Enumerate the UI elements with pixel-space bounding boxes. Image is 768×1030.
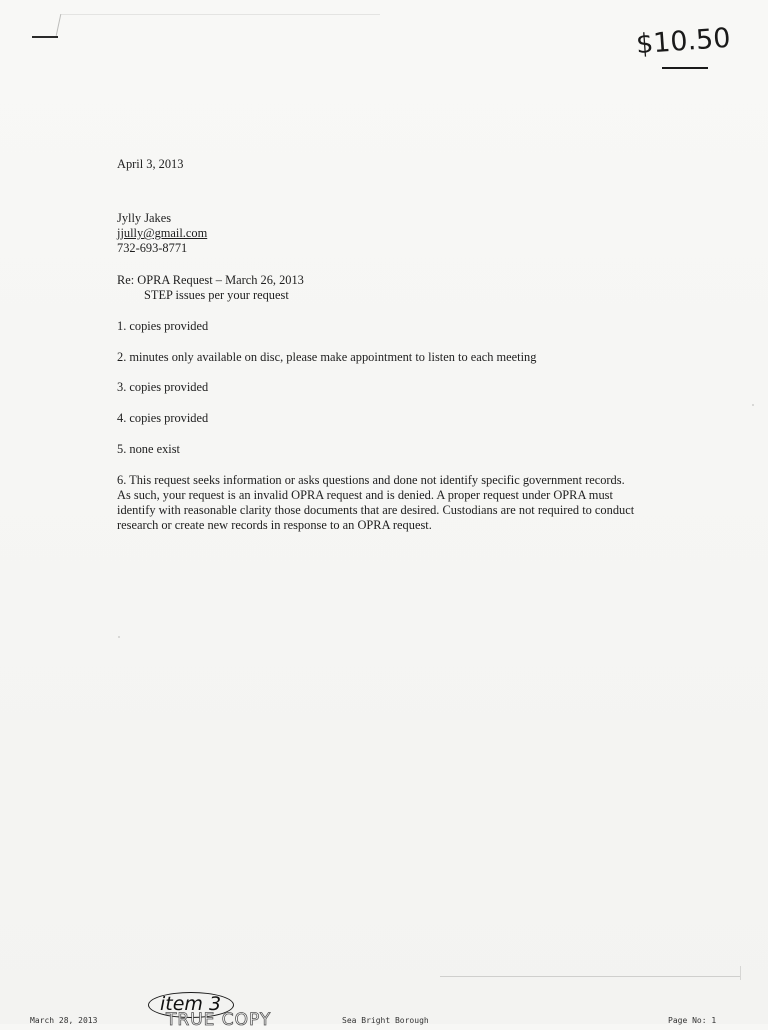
scan-speck (118, 636, 120, 638)
recipient-name: Jylly Jakes (117, 211, 172, 225)
item6-line: identify with reasonable clarity those documents that are desired. Custodians are not required to conduct (117, 503, 635, 517)
response-item-1: 1. copies provided (117, 319, 209, 333)
corner-dash-mark (32, 36, 58, 38)
response-item-5: 5. none exist (117, 442, 180, 456)
fee-underline (662, 67, 708, 69)
item6-line: As such, your request is an invalid OPRA request and is denied. A proper request under OPRA must (117, 488, 613, 502)
footer-date: March 28, 2013 (30, 1016, 98, 1025)
scan-rule-line (440, 976, 740, 977)
scan-rule-tick (740, 966, 741, 980)
handwritten-fee: $10.50 (635, 22, 732, 61)
letter-date: April 3, 2013 (117, 157, 184, 171)
footer-page-number: Page No: 1 (668, 1016, 717, 1025)
re-subline: STEP issues per your request (144, 288, 289, 302)
item6-line: 6. This request seeks information or asks questions and done not identify specific government records. (117, 473, 625, 487)
scan-corner-tick (56, 14, 62, 36)
response-item-3: 3. copies provided (117, 380, 209, 394)
scan-edge-line (60, 14, 380, 15)
recipient-phone: 732-693-8771 (117, 241, 188, 255)
true-copy-stamp: TRUE COPY (166, 1010, 272, 1030)
response-item-4: 4. copies provided (117, 411, 209, 425)
response-item-6 (117, 473, 697, 533)
response-item-2: 2. minutes only available on disc, please make appointment to listen to each meeting (117, 350, 537, 364)
handwritten-item-label: item 3 (160, 993, 222, 1015)
footer-borough: Sea Bright Borough (342, 1016, 429, 1025)
item6-line: research or create new records in response to an OPRA request. (117, 518, 432, 532)
scan-speck (752, 404, 754, 406)
recipient-email: jjully@gmail.com (117, 226, 208, 240)
re-line: Re: OPRA Request – March 26, 2013 (117, 273, 304, 287)
